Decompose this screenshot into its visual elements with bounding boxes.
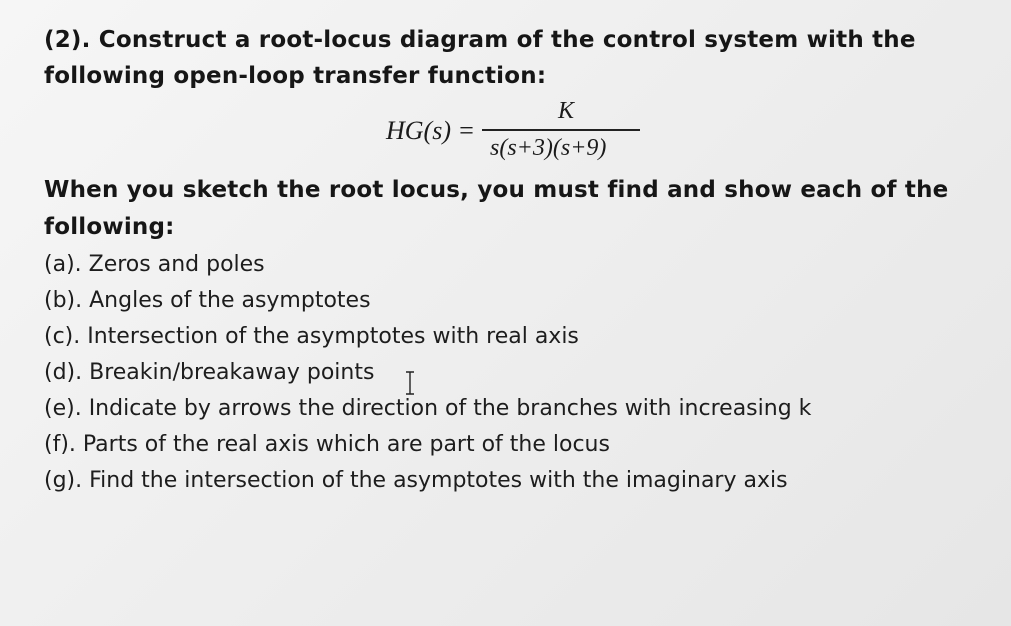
fraction-bar: [482, 129, 640, 131]
list-item-d: (d). Breakin/breakaway points: [44, 360, 375, 385]
list-item-b: (b). Angles of the asymptotes: [44, 288, 371, 313]
list-item-f: (f). Parts of the real axis which are part of the locus: [44, 432, 610, 457]
instructions-line-1: When you sketch the root locus, you must find and show each of the: [44, 177, 949, 203]
formula-denominator: s(s+3)(s+9): [490, 135, 607, 161]
list-item-g: (g). Find the intersection of the asymptotes with the imaginary axis: [44, 468, 788, 493]
list-item-a: (a). Zeros and poles: [44, 252, 265, 277]
i-beam-cursor-icon: [405, 371, 415, 395]
list-item-e: (e). Indicate by arrows the direction of the branches with increasing k: [44, 396, 812, 421]
problem-heading-line-1: (2). Construct a root-locus diagram of the control system with the: [44, 27, 916, 53]
instructions-line-2: following:: [44, 214, 175, 240]
list-item-c: (c). Intersection of the asymptotes with real axis: [44, 324, 579, 349]
formula-numerator: K: [558, 98, 575, 124]
formula-lhs: HG(s) =: [386, 116, 476, 145]
problem-heading-line-2: following open-loop transfer function:: [44, 63, 547, 89]
